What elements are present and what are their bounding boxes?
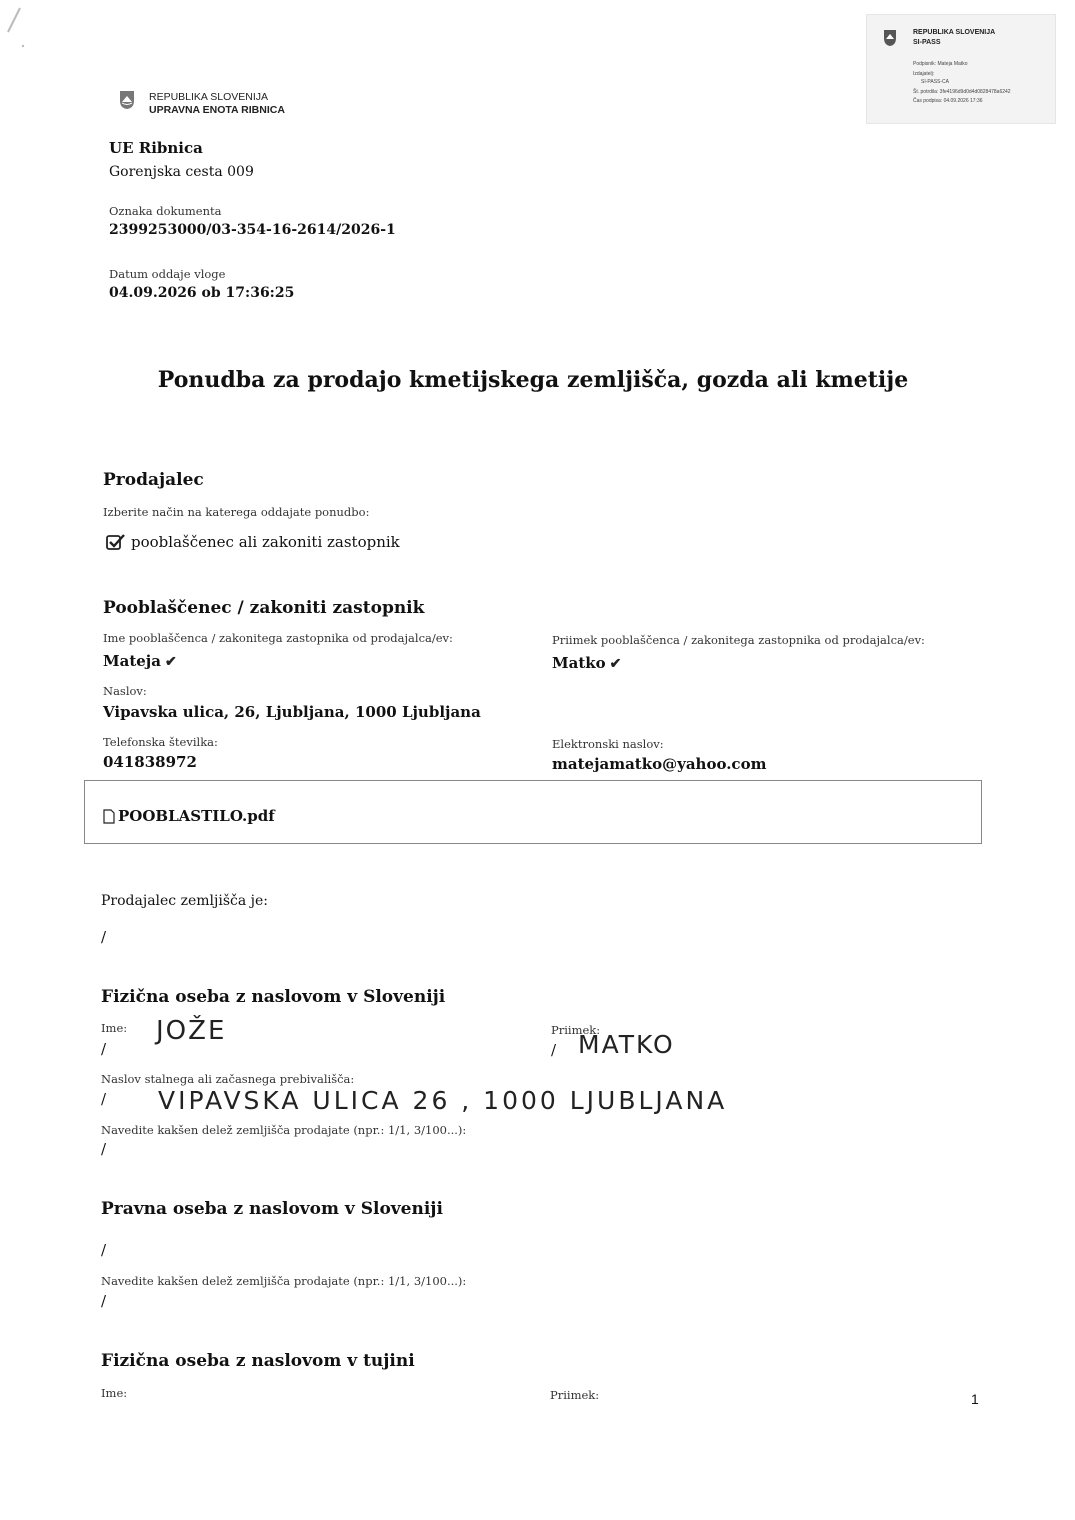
seller-type-value: / <box>101 928 107 946</box>
legal-si-share-value: / <box>101 1292 107 1310</box>
agent-address: Vipavska ulica, 26, Ljubljana, 1000 Ljubljana <box>103 703 481 721</box>
check-icon: ✔ <box>164 654 177 670</box>
natural-si-address-value: / <box>101 1090 107 1108</box>
date-label: Datum oddaje vloge <box>109 267 226 281</box>
stamp-line: Izdajatelj: <box>913 71 935 77</box>
stamp-service: SI-PASS <box>913 39 941 46</box>
natural-si-share-value: / <box>101 1140 107 1158</box>
file-icon <box>103 809 115 824</box>
handwritten-address: VIPAVSKA ULICA 26 , 1000 LJUBLJANA <box>158 1086 728 1115</box>
seller-heading: Prodajalec <box>103 470 204 490</box>
natural-si-last-name-value: / <box>551 1041 557 1059</box>
natural-abroad-first-name-label: Ime: <box>101 1386 128 1400</box>
agent-email-label: Elektronski naslov: <box>552 737 664 751</box>
check-icon: ✔ <box>609 656 622 672</box>
legal-si-heading: Pravna oseba z naslovom v Sloveniji <box>101 1199 443 1219</box>
attachment-link[interactable] <box>103 807 275 825</box>
doc-label: Oznaka dokumenta <box>109 204 222 218</box>
agent-address-label: Naslov: <box>103 684 147 698</box>
stamp-org: REPUBLIKA SLOVENIJA <box>913 29 996 36</box>
attachment-name: POOBLASTILO.pdf <box>118 807 275 825</box>
pen-mark <box>4 4 28 54</box>
natural-si-heading: Fizična oseba z naslovom v Sloveniji <box>101 987 446 1007</box>
agent-phone: 041838972 <box>103 753 197 771</box>
page-number: 1 <box>971 1391 979 1407</box>
seller-mode-option[interactable] <box>106 533 400 551</box>
agent-phone-label: Telefonska številka: <box>103 735 218 749</box>
attachment-box <box>84 780 982 844</box>
handwritten-first-name: JOŽE <box>156 1016 227 1046</box>
agent-heading: Pooblaščenec / zakoniti zastopnik <box>103 598 425 618</box>
doc-number: 2399253000/03-354-16-2614/2026-1 <box>109 222 396 238</box>
seller-mode-label: Izberite način na katerega oddajate ponudbo: <box>103 505 370 519</box>
header-unit: UPRAVNA ENOTA RIBNICA <box>149 104 285 116</box>
header-country: REPUBLIKA SLOVENIJA <box>149 91 269 103</box>
date-value: 04.09.2026 ob 17:36:25 <box>109 285 295 301</box>
office-address: Gorenjska cesta 009 <box>109 164 254 180</box>
page-title: Ponudba za prodajo kmetijskega zemljišča, gozda ali kmetije <box>157 367 909 393</box>
coat-of-arms-icon <box>119 90 135 110</box>
stamp-line: SI-PASS-CA <box>921 79 949 85</box>
natural-si-first-name-value: / <box>101 1040 107 1058</box>
legal-si-share-label: Navedite kakšen delež zemljišča prodajate (npr.: 1/1, 3/100...): <box>101 1274 467 1288</box>
legal-si-value: / <box>101 1241 107 1259</box>
agent-first-name-label: Ime pooblaščenca / zakonitega zastopnika od prodajalca/ev: <box>103 631 453 645</box>
natural-si-last-name-label: Priimek: <box>551 1023 601 1037</box>
stamp-line: Št. potrdila: 3fe4196d9d0d4d0828478a6242 <box>913 89 1011 95</box>
seller-mode-value: pooblaščenec ali zakoniti zastopnik <box>131 533 400 551</box>
natural-abroad-last-name-label: Priimek: <box>550 1388 600 1402</box>
natural-abroad-heading: Fizična oseba z naslovom v tujini <box>101 1351 415 1371</box>
stamp-line: Podpisnik: Mateja Matko <box>913 61 968 67</box>
stamp-line: Čas podpisa: 04.09.2026 17:36 <box>913 98 983 104</box>
checkbox-checked-icon <box>106 533 126 551</box>
handwritten-last-name: MATKO <box>578 1030 675 1059</box>
agent-last-name: Matko ✔ <box>552 654 622 672</box>
seller-type-label: Prodajalec zemljišča je: <box>101 893 268 909</box>
signature-stamp <box>866 14 1056 124</box>
coat-of-arms-icon <box>883 29 897 47</box>
natural-si-share-label: Navedite kakšen delež zemljišča prodajate (npr.: 1/1, 3/100...): <box>101 1123 467 1137</box>
office-name: UE Ribnica <box>109 139 203 157</box>
agent-email: matejamatko@yahoo.com <box>552 755 767 773</box>
agent-last-name-label: Priimek pooblaščenca / zakonitega zastopnika od prodajalca/ev: <box>552 633 925 647</box>
agent-first-name: Mateja ✔ <box>103 652 177 670</box>
natural-si-address-label: Naslov stalnega ali začasnega prebivališča: <box>101 1072 355 1086</box>
natural-si-first-name-label: Ime: <box>101 1021 128 1035</box>
